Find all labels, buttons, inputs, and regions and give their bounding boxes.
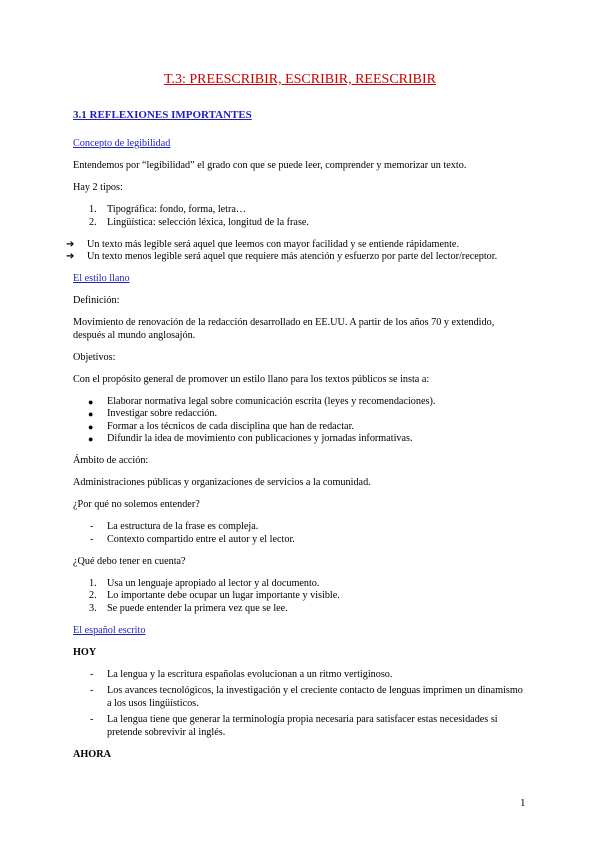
list-item: 2. Lo importante debe ocupar un lugar importante y visible.	[89, 590, 340, 601]
list-item: ● Investigar sobre redacción.	[88, 408, 218, 419]
bullet-icon: ●	[88, 421, 94, 432]
list-item: ● Difundir la idea de movimiento con publicaciones y jornadas informativas.	[88, 433, 413, 444]
page-number: 1	[520, 797, 526, 809]
label: Objetivos:	[73, 351, 116, 363]
list-item: - La lengua y la escritura españolas evolucionan a un ritmo vertiginoso.	[90, 668, 393, 680]
document-title: T.3: PREESCRIBIR, ESCRIBIR, REESCRIBIR	[163, 72, 436, 87]
paragraph: Movimiento de renovación de la redacción desarrollado en EE.UU. A partir de los años 70 y extendido, después al mundo anglosajón.	[73, 317, 495, 341]
list-item: - Contexto compartido entre el autor y el lector.	[90, 533, 295, 545]
label: Definición:	[73, 295, 120, 306]
label-ahora: AHORA	[73, 748, 111, 760]
label: Ámbito de acción:	[73, 455, 149, 466]
list-item: 2. Lingüística: selección léxica, longitud de la frase.	[89, 216, 309, 228]
espanol-list	[73, 669, 523, 740]
arrow-list	[66, 238, 523, 264]
list-item: 1. Usa un lenguaje apropiado al lector y al documento.	[89, 577, 320, 589]
subheading-estilo-llano: El estilo llano	[73, 273, 130, 284]
bullet-icon: ●	[88, 434, 94, 444]
section-heading: 3.1 REFLEXIONES IMPORTANTES	[73, 109, 252, 121]
paragraph: Con el propósito general de promover un estilo llano para los textos públicos se insta a:	[73, 373, 430, 385]
paragraph: Administraciones públicas y organizaciones de servicios a la comunidad.	[73, 477, 371, 488]
list-item: 3. Se puede entender la primera vez que se lee.	[89, 602, 288, 614]
objetivos-list	[73, 396, 523, 446]
list-item: 1. Tipográfica: fondo, forma, letra…	[89, 204, 247, 215]
list-item: ● Formar a los técnicos de cada disciplina que han de redactar.	[88, 420, 354, 432]
tipos-list	[73, 204, 523, 229]
subheading-legibilidad: Concepto de legibilidad	[73, 138, 171, 149]
porque-list	[73, 521, 523, 546]
label-hoy: HOY	[73, 646, 97, 658]
list-item: - La lengua tiene que generar la terminología propia necesaria para satisfacer estas necesidades si pretende sobrevivir al inglés.	[90, 714, 498, 738]
list-item: - La estructura de la frase es compleja.	[90, 521, 259, 532]
arrow-icon: ➔	[66, 251, 75, 262]
subheading-espanol-escrito: El español escrito	[73, 624, 146, 636]
label: ¿Qué debo tener en cuenta?	[73, 555, 186, 567]
arrow-icon: ➔	[66, 238, 75, 250]
label: Hay 2 tipos:	[73, 182, 123, 193]
paragraph: Entendemos por “legibilidad” el grado con que se puede leer, comprender y memorizar un texto.	[73, 160, 467, 171]
document-body	[66, 138, 523, 771]
tener-list	[73, 578, 523, 616]
list-item: - Los avances tecnológicos, la investigación y el creciente contacto de lenguas imprimen un dinamismo a los usos lingüísticos.	[90, 685, 523, 709]
list-item: ➔ Un texto menos legible será aquel que requiere más atención y esfuerzo por parte del lector/receptor.	[66, 251, 498, 262]
label: ¿Por qué no solemos entender?	[73, 499, 200, 510]
bullet-icon: ●	[88, 409, 94, 419]
list-item: ➔ Un texto más legible será aquel que leemos con mayor facilidad y se entiende rápidamente.	[66, 238, 459, 250]
list-item: ● Elaborar normativa legal sobre comunicación escrita (leyes y recomendaciones).	[88, 395, 436, 407]
bullet-icon: ●	[88, 396, 94, 407]
